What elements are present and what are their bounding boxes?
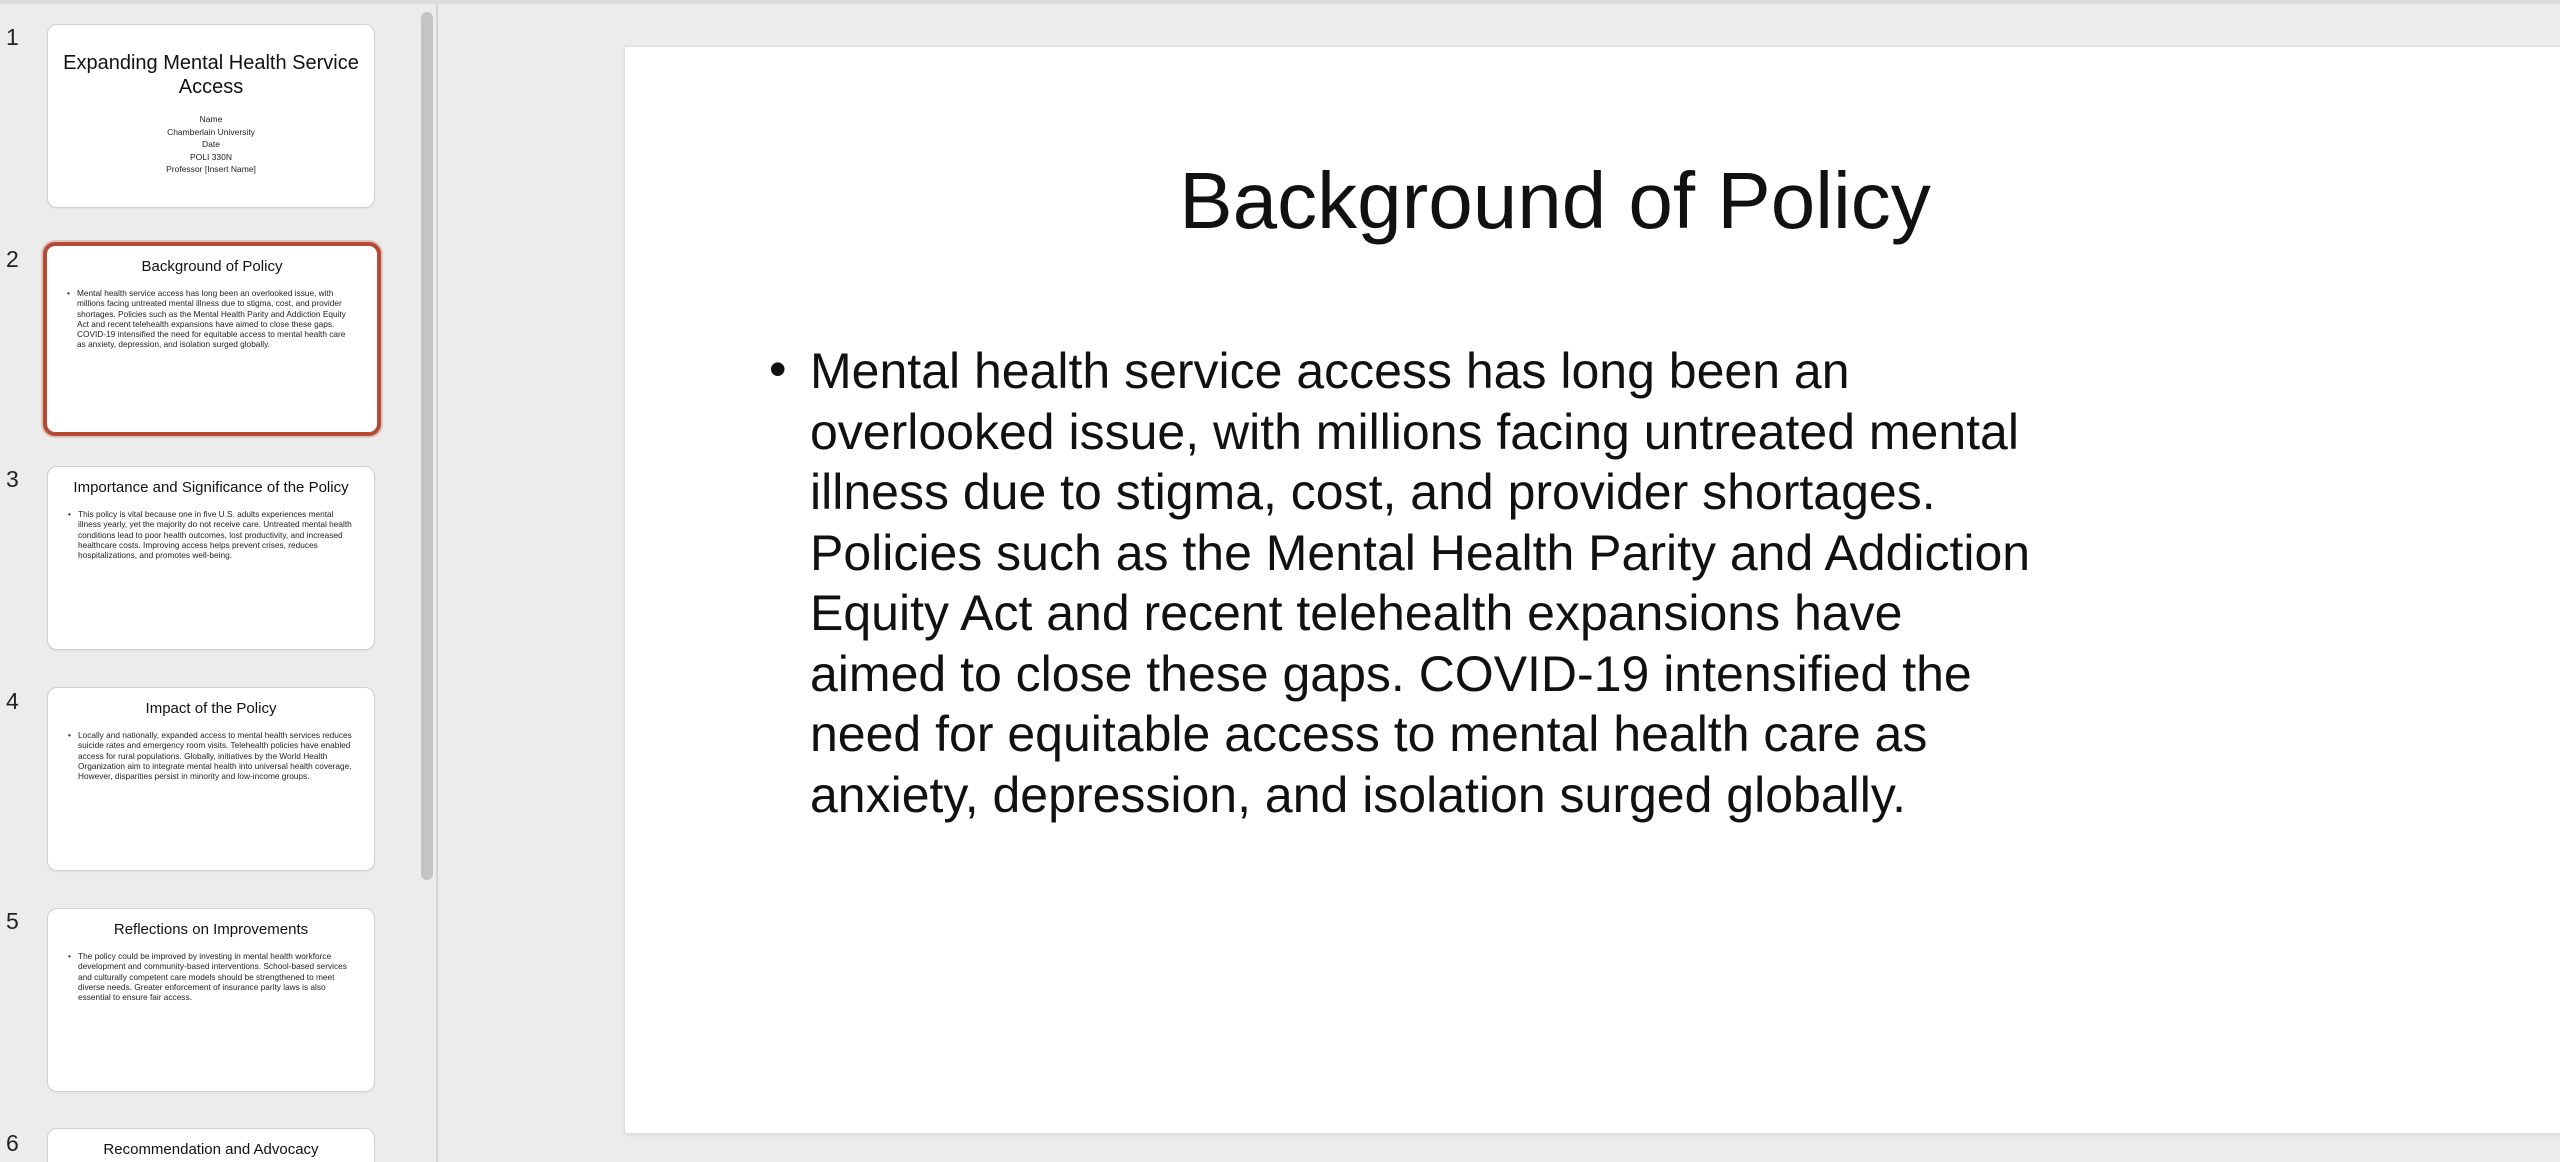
slide-number-1: 1 bbox=[6, 24, 19, 50]
thumbnail-body: • The policy could be improved by investing in mental health workforce development and community-based interventions. School-based services and culturally competent care models should be strengthened to meet diverse needs. Greater enforcement of insurance parity laws is also essential to ensure fair access. bbox=[70, 951, 352, 1002]
slide-number-5: 5 bbox=[6, 908, 19, 934]
slide-thumbnail-5[interactable] bbox=[47, 908, 375, 1092]
slide-number-6: 6 bbox=[6, 1130, 19, 1156]
thumbnail-scrollbar-thumb[interactable] bbox=[421, 12, 433, 880]
slide-title[interactable]: Background of Policy bbox=[1179, 156, 1931, 245]
thumbnail-title: Recommendation and Advocacy bbox=[103, 1141, 319, 1158]
slide-number-3: 3 bbox=[6, 466, 19, 492]
thumbnail-body: • Locally and nationally, expanded access to mental health services reduces suicide rates and emergency room visits. Telehealth policies have enabled access for rural populations. Globally, initiatives by the World Health Organization aim to integrate mental health into universal health coverage. However, disparities persist in minority and low-income groups. bbox=[70, 730, 352, 781]
thumbnail-title: Expanding Mental Health Service Access bbox=[63, 52, 359, 98]
slide-thumbnail-3[interactable] bbox=[47, 466, 375, 650]
subtitle-line: Professor [Insert Name] bbox=[166, 164, 256, 174]
subtitle-line: Chamberlain University bbox=[167, 126, 255, 137]
subtitle-line: POLI 330N bbox=[189, 151, 233, 162]
thumbnail-subtitle bbox=[48, 113, 374, 176]
thumbnail-body: • Mental health service access has long been an overlooked issue, with millions facing untreated mental illness due to stigma, cost, and provider shortages. Policies such as the Mental Health Parity and Addiction Equity Act and recent telehealth expansions have aimed to close these gaps. COVID-19 intensified the need for equitable access to mental health care as anxiety, depression, and isolation surged globally. bbox=[69, 288, 355, 350]
thumbnail-body: • This policy is vital because one in five U.S. adults experiences mental illness yearly, yet the majority do not receive care. Untreated mental health conditions lead to poor health outcomes, lost productivity, and increased healthcare costs. Improving access helps prevent crises, reduces hospitalizations, and promotes well-being. bbox=[70, 509, 352, 560]
bullet-marker: • bbox=[769, 341, 787, 397]
slide-thumbnail-pane[interactable] bbox=[0, 4, 438, 1162]
thumbnail-title: Importance and Significance of the Policy bbox=[73, 479, 349, 496]
thumbnail-title: Background of Policy bbox=[141, 258, 283, 275]
subtitle-line: Date bbox=[202, 139, 220, 149]
slide-thumbnail-2-selected[interactable] bbox=[43, 242, 381, 436]
thumbnail-title: Impact of the Policy bbox=[145, 700, 277, 717]
slide-thumbnail-6[interactable] bbox=[47, 1128, 375, 1162]
slide-thumbnail-4[interactable] bbox=[47, 687, 375, 871]
subtitle-line: Name bbox=[199, 114, 223, 124]
slide-body-text[interactable]: Mental health service access has long been an overlooked issue, with millions facing untreated mental illness due to stigma, cost, and provider shortages. Policies such as the Mental Health Parity and Addiction Equity Act and recent telehealth expansions have aimed to close these gaps. COVID-19 intensified the need for equitable access to mental health care as anxiety, depression, and isolation surged globally. bbox=[810, 343, 2031, 823]
thumbnail-title: Reflections on Improvements bbox=[113, 921, 309, 938]
slide-number-4: 4 bbox=[6, 688, 19, 714]
slide-canvas[interactable] bbox=[624, 46, 2560, 1134]
slide-number-2: 2 bbox=[6, 246, 19, 272]
slide-thumbnail-1[interactable] bbox=[47, 24, 375, 208]
